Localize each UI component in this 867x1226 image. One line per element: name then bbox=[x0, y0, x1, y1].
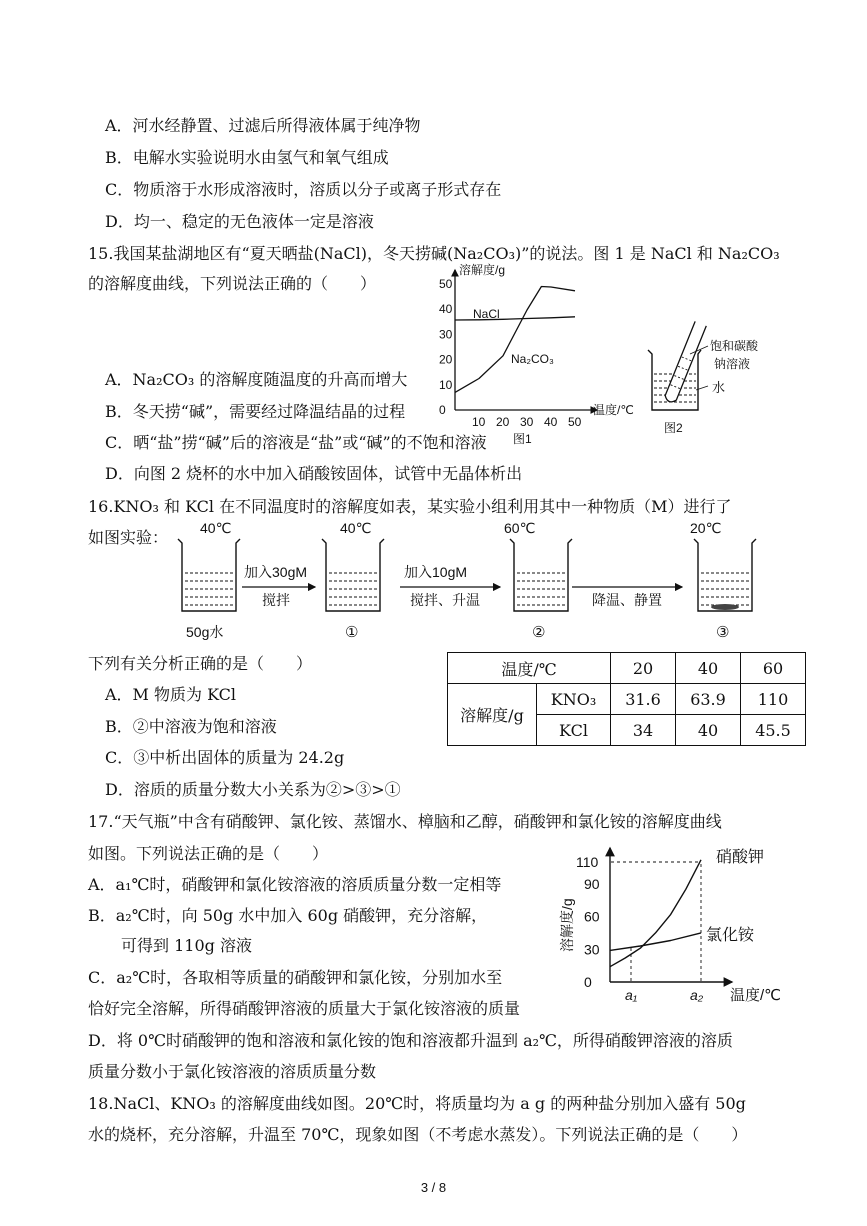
fig1-caption: 图1 bbox=[513, 432, 532, 446]
q16-temp-2: 40℃ bbox=[340, 520, 372, 536]
q17-ytick: 60 bbox=[584, 908, 600, 925]
q16-step2-bottom: 搅拌、升温 bbox=[410, 592, 480, 608]
q14-option-d: D．均一、稳定的无色液体一定是溶液 bbox=[105, 212, 374, 231]
table-header-40: 40 bbox=[676, 653, 741, 684]
fig1-xtick: 10 bbox=[472, 415, 486, 429]
page-number: 3 / 8 bbox=[420, 1180, 447, 1195]
fig1-curve-na2co3 bbox=[455, 287, 575, 393]
table-header-temp: 温度/℃ bbox=[448, 653, 611, 684]
q16-step1-top: 加入30gM bbox=[244, 564, 308, 580]
q16-step1-bottom: 搅拌 bbox=[262, 592, 290, 608]
fig1-xlabel: 温度/℃ bbox=[593, 403, 634, 417]
q16-stem-line1: 16.KNO₃ 和 KCl 在不同温度时的溶解度如表，某实验小组利用其中一种物质（M）进行了 bbox=[88, 497, 732, 516]
q17-option-b-line2: 可得到 110g 溶液 bbox=[121, 936, 252, 955]
q15-option-c: C．晒“盐”捞“碱”后的溶液是“盐”或“碱”的不饱和溶液 bbox=[105, 433, 487, 452]
q15-option-a: A．Na₂CO₃ 的溶解度随温度的升高而增大 bbox=[105, 370, 408, 389]
q16-beaker bbox=[510, 539, 572, 611]
fig2-label-water: 水 bbox=[712, 380, 726, 395]
q17-option-c-line1: C．a₂℃时，各取相等质量的硝酸钾和氯化铵，分别加水至 bbox=[88, 968, 503, 987]
q16-stem-line2: 如图实验： bbox=[88, 528, 169, 547]
q16-beaker bbox=[178, 539, 240, 611]
q17-curve-kno3 bbox=[610, 860, 701, 967]
q16-experiment-diagram bbox=[160, 515, 760, 650]
q17-option-c-line2: 恰好完全溶解，所得硝酸钾溶液的质量大于氯化铵溶液的质量 bbox=[88, 999, 521, 1018]
q17-ytick: 90 bbox=[584, 875, 600, 892]
q16-solubility-table bbox=[447, 652, 806, 746]
fig1-xtick: 30 bbox=[520, 415, 534, 429]
q16-step2-top: 加入10gM bbox=[404, 564, 468, 580]
q15-figure1-chart bbox=[425, 262, 634, 447]
q15-figure2 bbox=[638, 318, 778, 438]
q17-option-d-line2: 质量分数小于氯化铵溶液的溶质质量分数 bbox=[88, 1062, 377, 1081]
table-header-60: 60 bbox=[741, 653, 806, 684]
table-header-row bbox=[448, 653, 806, 684]
q17-stem-line1: 17.“天气瓶”中含有硝酸钾、氯化铵、蒸馏水、樟脑和乙醇，硝酸钾和氯化铵的溶解度曲线 bbox=[88, 812, 722, 831]
q16-label-water: 50g水 bbox=[186, 624, 224, 640]
q17-option-d-line1: D．将 0℃时硝酸钾的饱和溶液和氯化铵的饱和溶液都升温到 a₂℃，所得硝酸钾溶液的溶质 bbox=[88, 1031, 733, 1050]
q17-curve-nh4cl bbox=[610, 933, 701, 951]
fig2-test-tube bbox=[664, 321, 707, 403]
table-cell: 34 bbox=[611, 715, 676, 746]
fig1-ytick: 40 bbox=[439, 302, 453, 317]
q16-question: 下列有关分析正确的是（ ） bbox=[88, 654, 313, 673]
q15-option-b: B．冬天捞“碱”，需要经过降温结晶的过程 bbox=[105, 402, 406, 421]
fig1-xtick: 50 bbox=[568, 415, 582, 429]
table-cell: 110 bbox=[741, 684, 806, 715]
q16-beaker bbox=[322, 539, 384, 611]
q16-temp-3: 60℃ bbox=[504, 520, 536, 536]
fig1-ytick: 0 bbox=[439, 403, 446, 417]
q15-option-d: D．向图 2 烧杯的水中加入硝酸铵固体，试管中无晶体析出 bbox=[105, 464, 523, 483]
q17-xmark-a1: a₁ bbox=[625, 987, 638, 1003]
q18-stem-line1: 18.NaCl、KNO₃ 的溶解度曲线如图。20℃时，将质量均为 a g 的两种盐分别加入盛有 50g bbox=[88, 1094, 746, 1113]
q15-stem-line2: 的溶解度曲线，下列说法正确的（ ） bbox=[88, 274, 377, 293]
q16-temp-1: 40℃ bbox=[200, 520, 232, 536]
q17-series-label-nh4cl: 氯化铵 bbox=[706, 927, 755, 944]
q17-xmark-a2: a₂ bbox=[690, 987, 704, 1003]
fig1-ylabel: 溶解度/g bbox=[459, 263, 506, 277]
q17-stem-line2: 如图。下列说法正确的是（ ） bbox=[88, 844, 329, 863]
fig1-xtick: 20 bbox=[496, 415, 510, 429]
table-cell: 45.5 bbox=[741, 715, 806, 746]
fig1-series-label-nacl: NaCl bbox=[473, 307, 500, 321]
fig1-ytick: 20 bbox=[439, 352, 453, 367]
q16-label-2: ② bbox=[532, 624, 546, 641]
fig1-ytick: 50 bbox=[439, 277, 453, 291]
q18-stem-line2: 水的烧杯，充分溶解，升温至 70℃，现象如图（不考虑水蒸发）。下列说法正确的是（ ） bbox=[88, 1125, 748, 1144]
q17-xlabel: 温度/℃ bbox=[730, 987, 782, 1004]
table-row bbox=[448, 684, 806, 715]
q16-option-c: C．③中析出固体的质量为 24.2g bbox=[105, 748, 345, 767]
table-row-name-kno3: KNO₃ bbox=[537, 684, 611, 715]
q17-option-b-line1: B．a₂℃时，向 50g 水中加入 60g 硝酸钾，充分溶解， bbox=[88, 906, 488, 925]
q16-label-1: ① bbox=[345, 624, 359, 641]
table-cell: 31.6 bbox=[611, 684, 676, 715]
q17-ytick: 0 bbox=[584, 974, 592, 990]
q16-option-a: A．M 物质为 KCl bbox=[105, 685, 236, 704]
q16-label-3: ③ bbox=[716, 624, 730, 641]
q17-solubility-chart bbox=[560, 840, 785, 1010]
q16-option-d: D．溶质的质量分数大小关系为②>③>① bbox=[105, 780, 401, 799]
q16-temp-4: 20℃ bbox=[690, 520, 722, 536]
fig1-ytick: 30 bbox=[439, 327, 453, 342]
q16-beaker bbox=[694, 539, 756, 611]
table-header-20: 20 bbox=[611, 653, 676, 684]
table-row-name-kcl: KCl bbox=[537, 715, 611, 746]
q16-option-b: B．②中溶液为饱和溶液 bbox=[105, 717, 277, 736]
q17-ytick: 30 bbox=[584, 941, 600, 958]
table-cell: 40 bbox=[676, 715, 741, 746]
fig1-xtick: 40 bbox=[544, 415, 558, 429]
q17-option-a: A．a₁℃时，硝酸钾和氯化铵溶液的溶质质量分数一定相等 bbox=[88, 875, 502, 894]
fig2-label-tube: 饱和碳酸 bbox=[710, 339, 759, 353]
q15-stem-line1: 15.我国某盐湖地区有“夏天晒盐(NaCl)，冬天捞碱(Na₂CO₃)”的说法。图 1 是 NaCl 和 Na₂CO₃ bbox=[88, 244, 780, 263]
fig2-label-tube2: 钠溶液 bbox=[714, 357, 751, 371]
q14-option-a: A．河水经静置、过滤后所得液体属于纯净物 bbox=[105, 116, 421, 135]
fig1-ytick: 10 bbox=[439, 377, 453, 392]
q14-option-b: B．电解水实验说明水由氢气和氧气组成 bbox=[105, 148, 389, 167]
fig1-series-label-na2co3: Na₂CO₃ bbox=[511, 352, 554, 366]
q17-ytick: 110 bbox=[576, 854, 599, 870]
table-row-head: 溶解度/g bbox=[448, 684, 537, 746]
q17-ylabel: 溶解度/g bbox=[559, 898, 575, 952]
q16-step3-bottom: 降温、静置 bbox=[592, 592, 662, 608]
q16-crystals bbox=[711, 604, 739, 610]
q14-option-c: C．物质溶于水形成溶液时，溶质以分子或离子形式存在 bbox=[105, 180, 502, 199]
table-cell: 63.9 bbox=[676, 684, 741, 715]
fig2-caption: 图2 bbox=[664, 421, 683, 435]
q17-series-label-kno3: 硝酸钾 bbox=[716, 849, 765, 866]
